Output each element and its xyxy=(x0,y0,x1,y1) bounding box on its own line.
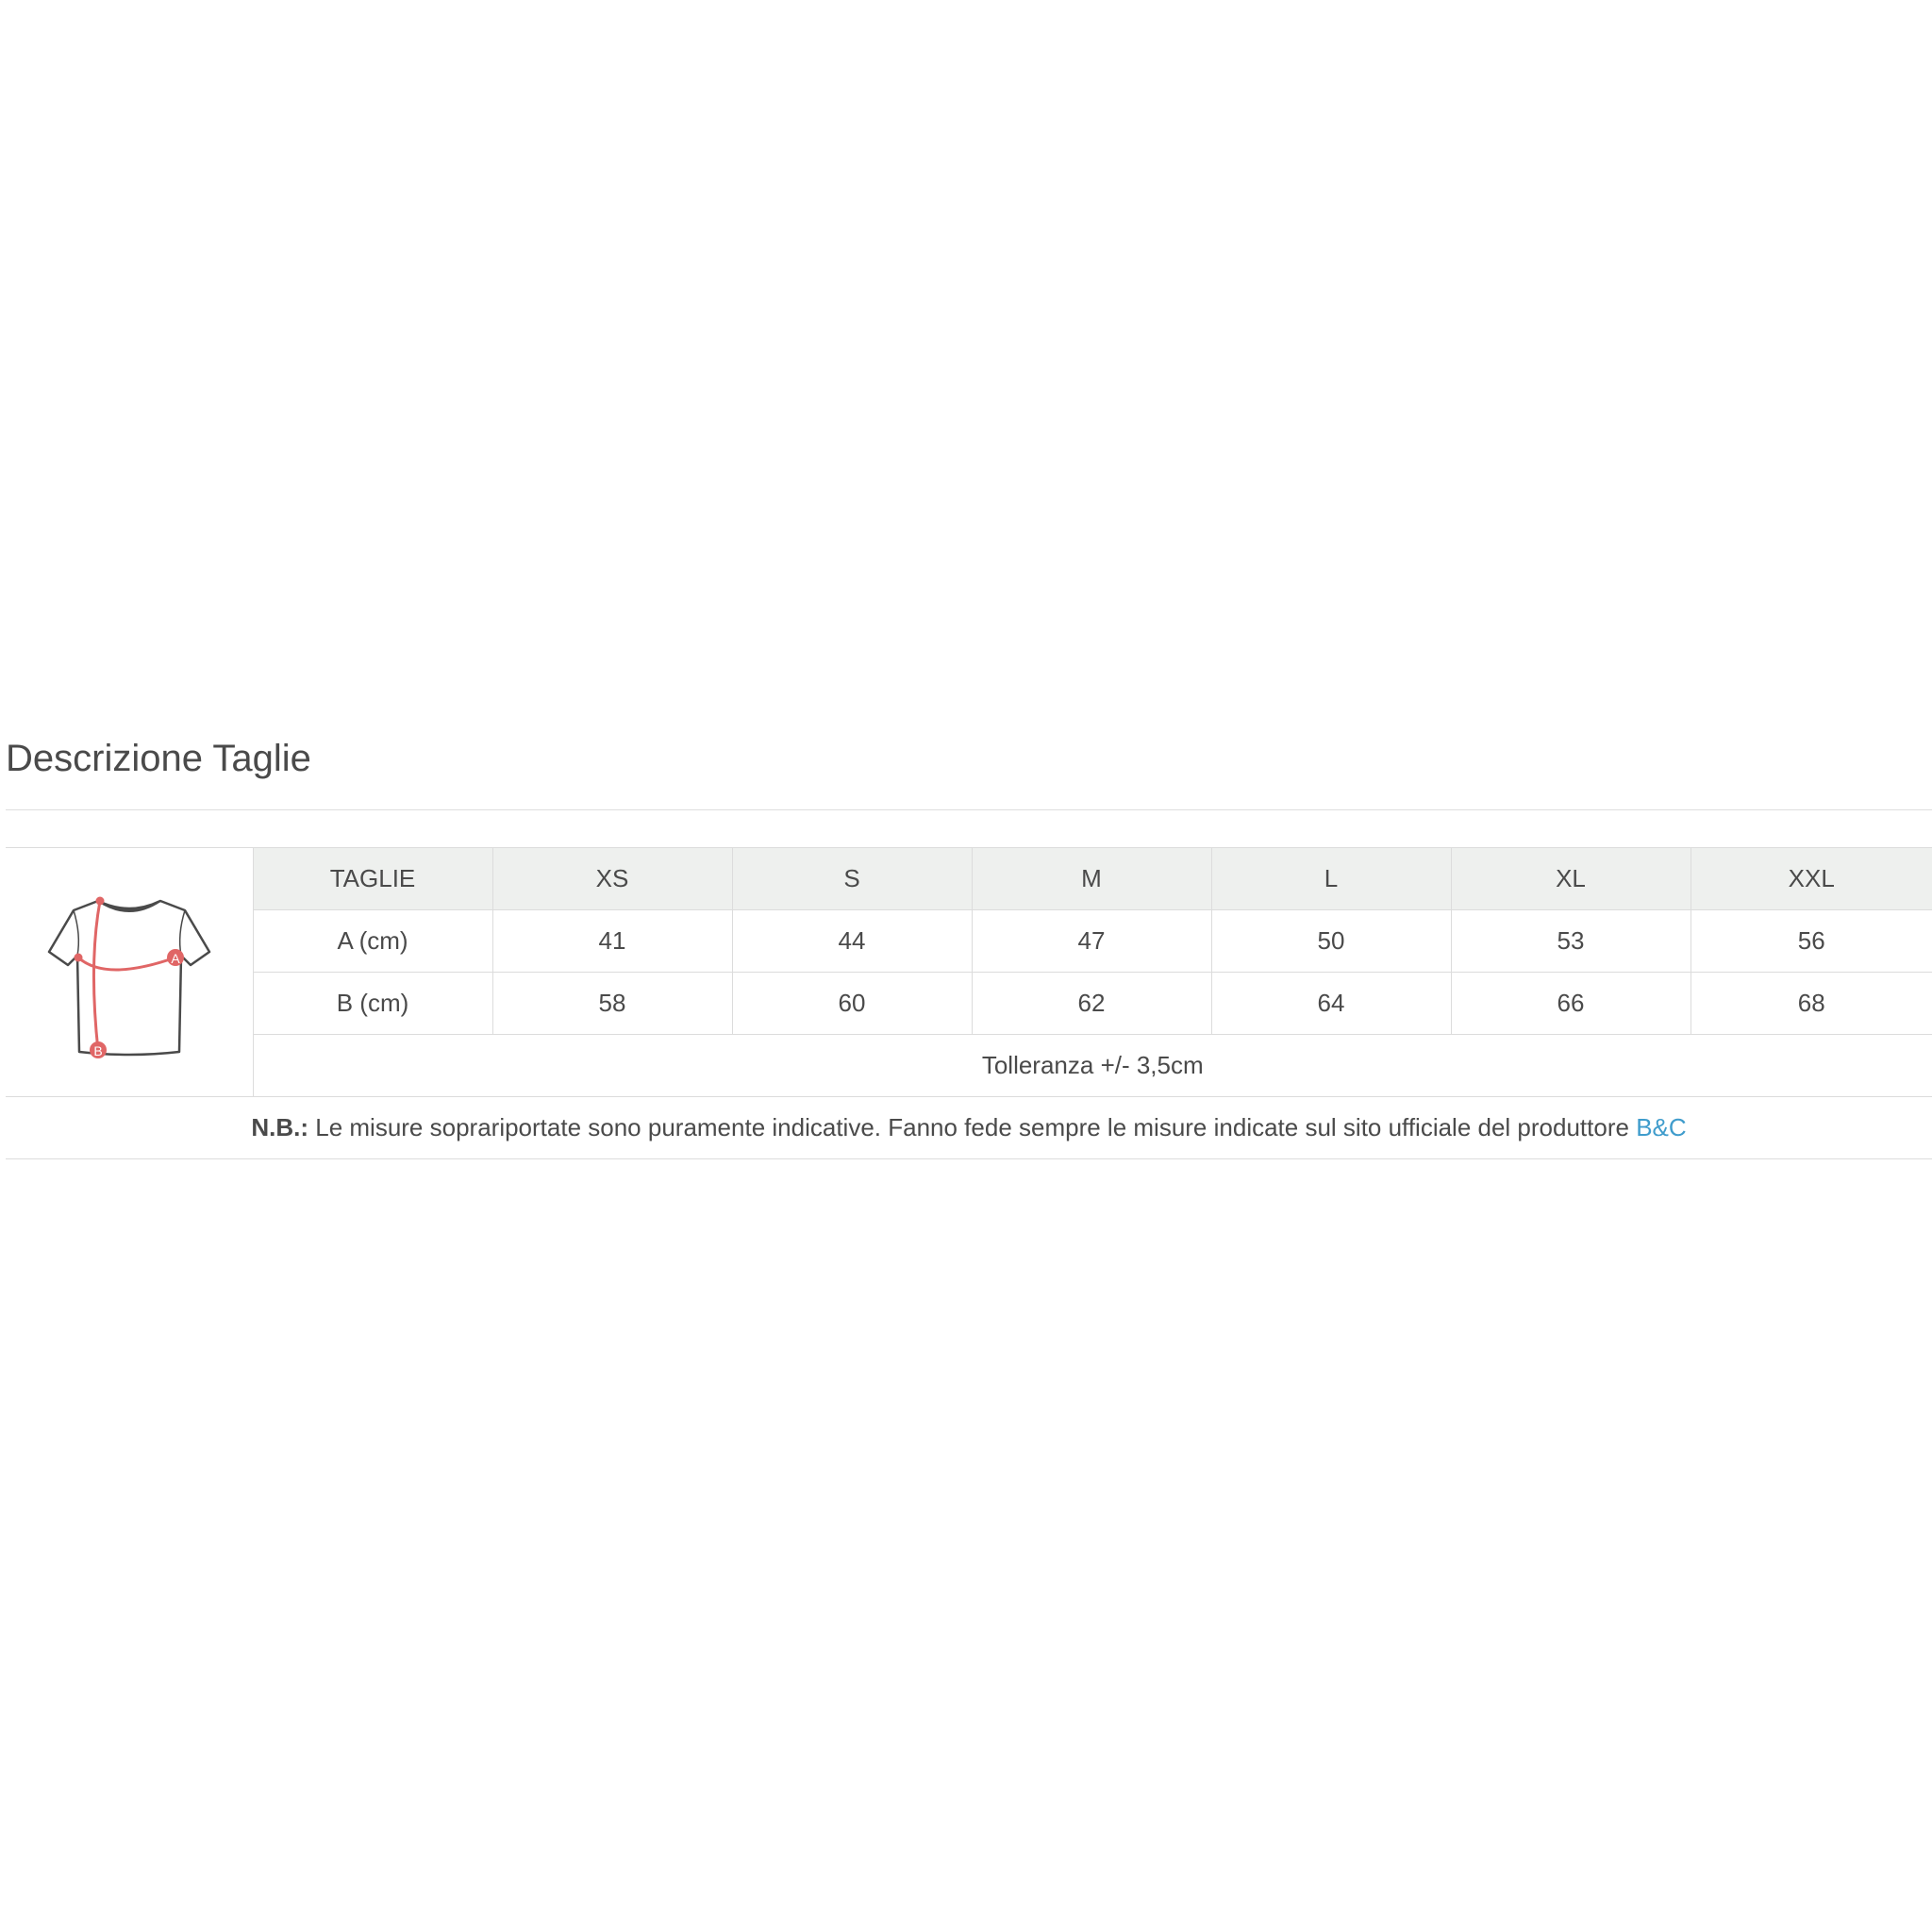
header-cell: TAGLIE xyxy=(253,848,492,910)
header-cell: XXL xyxy=(1690,848,1932,910)
table-row xyxy=(6,973,1932,1035)
header-cell: XS xyxy=(492,848,732,910)
table-cell: 53 xyxy=(1451,910,1690,973)
table-cell: 50 xyxy=(1211,910,1451,973)
table-cell: 66 xyxy=(1451,973,1690,1035)
table-cell: 47 xyxy=(972,910,1211,973)
row-label: A (cm) xyxy=(253,910,492,973)
size-guide-section xyxy=(6,724,1932,1141)
header-cell: XL xyxy=(1451,848,1690,910)
tolerance-text: Tolleranza +/- 3,5cm xyxy=(253,1035,1932,1097)
table-cell: 41 xyxy=(492,910,732,973)
table-cell: 58 xyxy=(492,973,732,1035)
header-cell: S xyxy=(732,848,972,910)
size-table xyxy=(6,847,1932,1159)
table-cell: 64 xyxy=(1211,973,1451,1035)
tshirt-diagram-cell xyxy=(6,848,253,1097)
label-a: A xyxy=(171,950,180,966)
table-row xyxy=(6,910,1932,973)
note-cell xyxy=(6,1097,1932,1159)
manufacturer-link[interactable]: B&C xyxy=(1636,1113,1687,1141)
note-prefix: N.B.: xyxy=(251,1113,309,1141)
table-cell: 62 xyxy=(972,973,1211,1035)
note-row xyxy=(6,1097,1932,1159)
tshirt-measure-icon xyxy=(40,878,219,1067)
tolerance-row xyxy=(6,1035,1932,1097)
table-cell: 60 xyxy=(732,973,972,1035)
table-cell: 56 xyxy=(1690,910,1932,973)
row-label: B (cm) xyxy=(253,973,492,1035)
table-cell: 44 xyxy=(732,910,972,973)
header-cell: M xyxy=(972,848,1211,910)
section-title: Descrizione Taglie xyxy=(6,738,311,779)
table-header-row xyxy=(6,848,1932,910)
header-cell: L xyxy=(1211,848,1451,910)
table-cell: 68 xyxy=(1690,973,1932,1035)
title-divider xyxy=(6,809,1932,810)
note-text: Le misure soprariportate sono puramente indicative. Fanno fede sempre le misure indicate sul sito ufficiale del produttore xyxy=(308,1113,1637,1141)
label-b: B xyxy=(93,1042,103,1058)
